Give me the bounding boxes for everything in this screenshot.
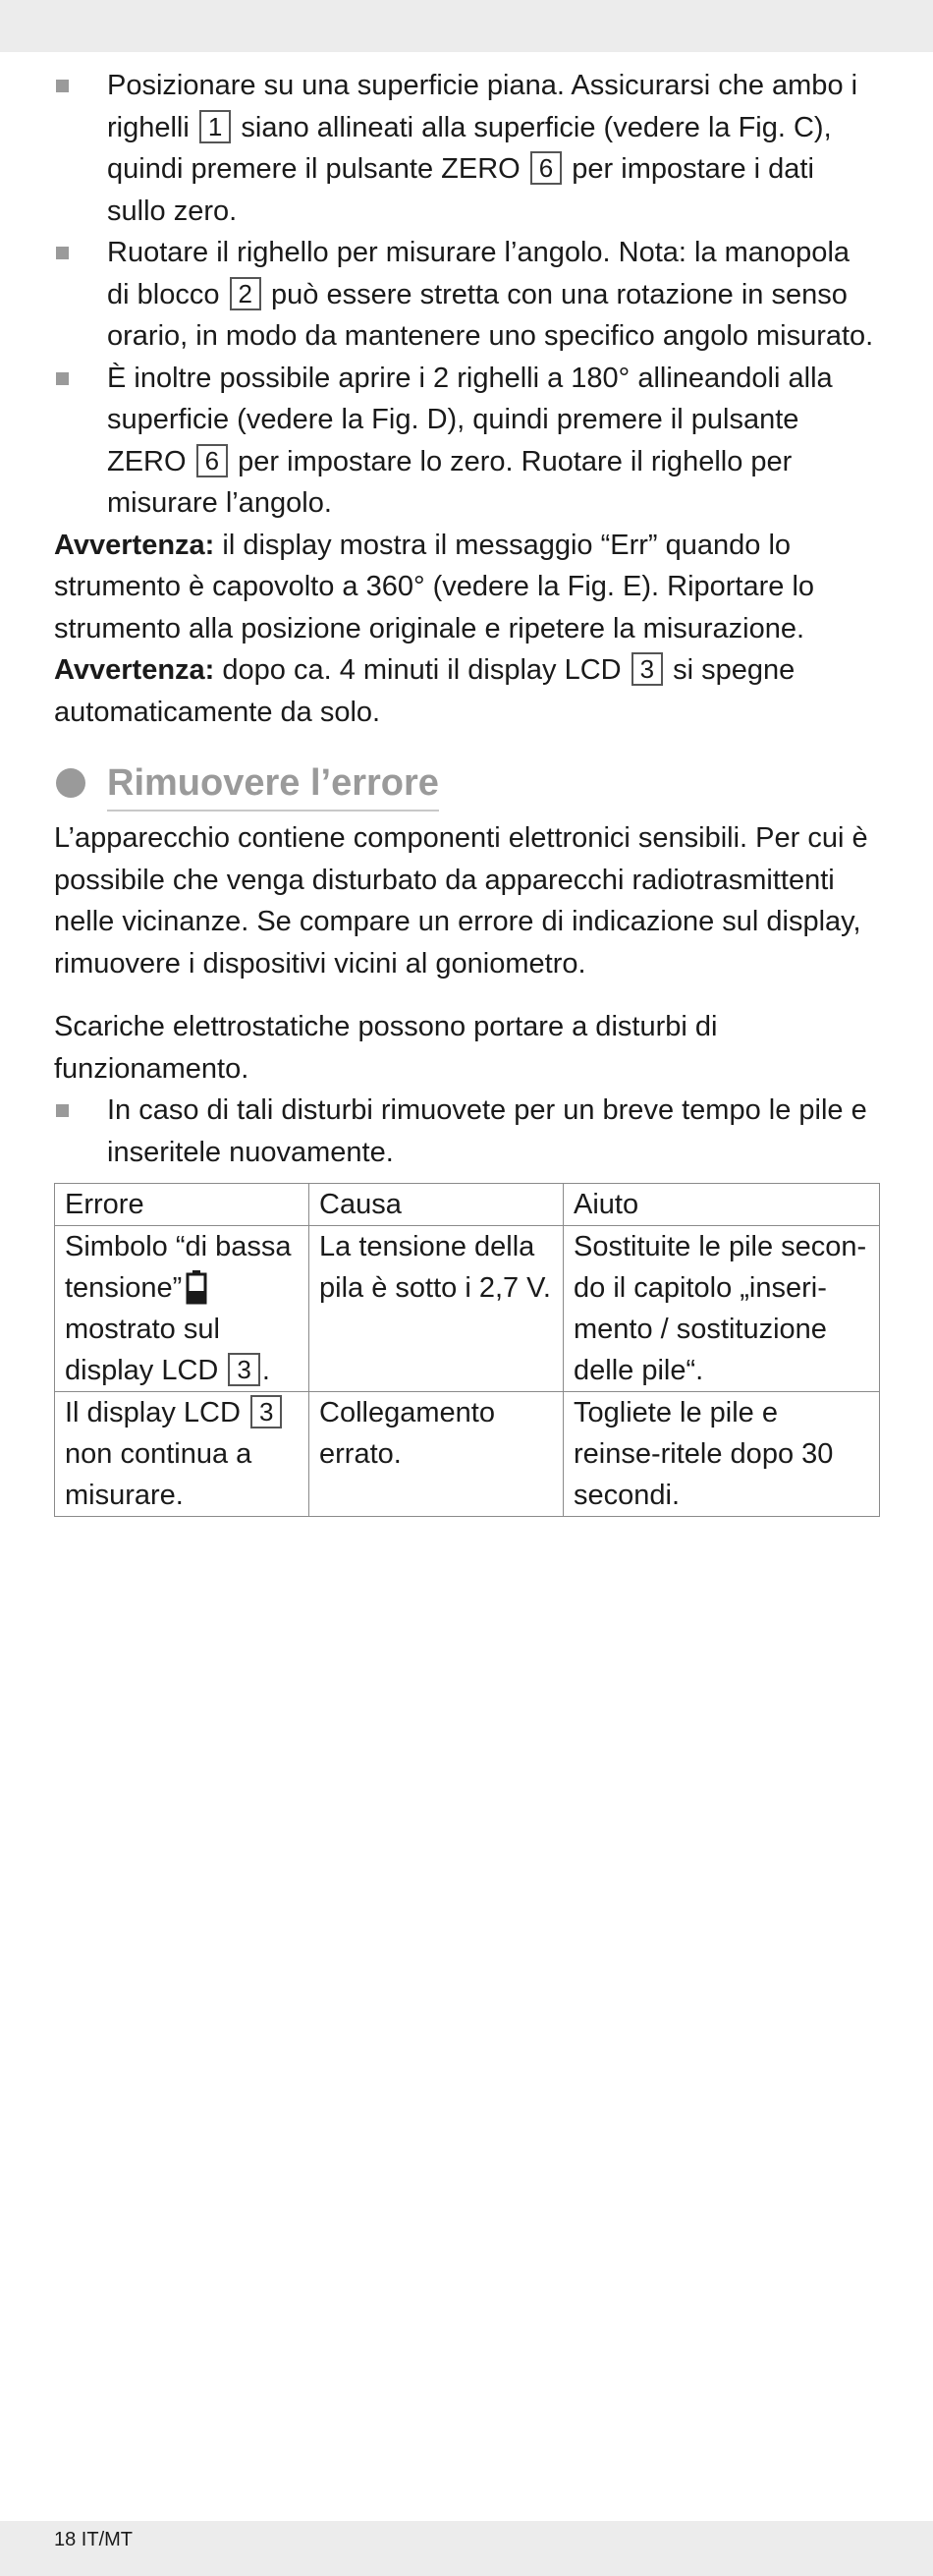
warning-text: dopo ca. 4 minuti il display LCD <box>214 654 630 686</box>
part-number-box: 3 <box>228 1353 259 1386</box>
bullet-text: In caso di tali disturbi rimuovete per un breve tempo le pile e inseritele nuovamente. <box>107 1094 867 1168</box>
warning-text: si spegne automaticamente da solo. <box>54 654 796 728</box>
bullet-text: Ruotare il righello per misurare l’angolo. Nota: la manopola di blocco <box>107 237 851 310</box>
warning-text: il display mostra il messaggio “Err” quando lo strumento è capovolto a 360° (vedere la Fig. E). Riportare lo strumento alla posizione originale e ripetere la misurazione. <box>54 529 815 644</box>
table-row <box>55 1392 880 1517</box>
bullet-text: per impostare lo zero. Ruotare il righello per misurare l’angolo. <box>107 445 793 519</box>
table-cell-help: Sostituite le pile secon-do il capitolo „inseri-mento / sostituzione delle pile“. <box>564 1226 880 1392</box>
instruction-bullet-2 <box>54 232 879 358</box>
part-number-box: 6 <box>530 151 562 185</box>
header-cell: Aiuto <box>564 1184 880 1226</box>
footer-band <box>0 2521 933 2576</box>
square-bullet-icon <box>56 372 69 385</box>
instruction-bullet-3 <box>54 358 879 525</box>
table-cell-error: Il display LCD 3 non continua a misurare. <box>55 1392 309 1517</box>
section-heading <box>54 756 879 810</box>
part-number-box: 3 <box>250 1395 282 1428</box>
instruction-bullet-4 <box>54 1090 879 1173</box>
section-heading-text: Rimuovere l’errore <box>107 756 439 812</box>
manual-page-content <box>54 65 879 1517</box>
table-cell-help: Togliete le pile e reinse-ritele dopo 30 secondi. <box>564 1392 880 1517</box>
header-cell: Causa <box>309 1184 564 1226</box>
table-cell-cause: Collegamento errato. <box>309 1392 564 1517</box>
bullet-text: può essere stretta con una rotazione in senso orario, in modo da mantenere uno specifico angolo misurato. <box>107 278 874 352</box>
circle-bullet-icon <box>56 768 85 798</box>
body-paragraph: Scariche elettrostatiche possono portare a disturbi di funzionamento. <box>54 1011 718 1085</box>
instruction-bullet-1 <box>54 65 879 232</box>
part-number-box: 2 <box>230 277 261 310</box>
bullet-text: siano allineati alla superficie (vedere la Fig. C), quindi premere il pulsante ZERO <box>107 111 832 185</box>
warning-label: Avvertenza: <box>54 654 215 686</box>
page-number: 18 IT/MT <box>54 2529 134 2550</box>
low-battery-icon <box>186 1269 207 1305</box>
header-cell: Errore <box>55 1184 309 1226</box>
part-number-box: 1 <box>199 110 231 143</box>
part-number-box: 3 <box>631 652 663 686</box>
square-bullet-icon <box>56 1104 69 1117</box>
bullet-text: È inoltre possibile aprire i 2 righelli a 180° allineandoli alla superficie (vedere la Fig. D), quindi premere il pulsante ZERO <box>107 362 833 477</box>
body-paragraph: L’apparecchio contiene componenti elettronici sensibili. Per cui è possibile che venga disturbato da apparecchi radiotrasmittenti nelle vicinanze. Se compare un errore di indicazione sul display, rimuovere i dispositivi vicini al goniometro. <box>54 822 868 980</box>
table-cell-error: Simbolo “di bassa tensione” mostrato sul display LCD 3 . <box>55 1226 309 1392</box>
warning-paragraph-1 <box>54 525 879 650</box>
table-row <box>55 1226 880 1392</box>
top-margin-band <box>0 0 933 52</box>
square-bullet-icon <box>56 80 69 92</box>
part-number-box: 6 <box>196 444 228 477</box>
table-header-row <box>55 1184 880 1226</box>
warning-paragraph-2 <box>54 649 879 733</box>
table-cell-cause: La tensione della pila è sotto i 2,7 V. <box>309 1226 564 1392</box>
bullet-text: per impostare i dati sullo zero. <box>107 153 814 227</box>
warning-label: Avvertenza: <box>54 529 215 561</box>
square-bullet-icon <box>56 247 69 259</box>
troubleshooting-table <box>54 1183 880 1517</box>
bullet-text: Posizionare su una superficie piana. Assicurarsi che ambo i righelli <box>107 70 858 143</box>
